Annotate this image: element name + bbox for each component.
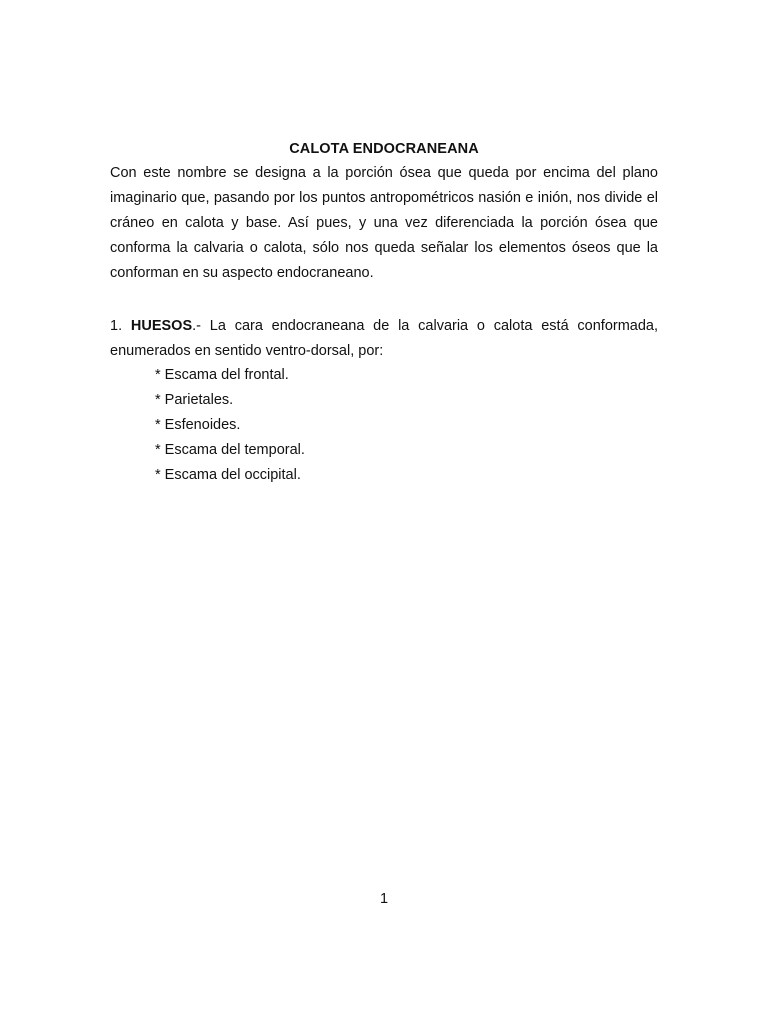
section-paragraph — [110, 314, 658, 364]
intro-paragraph: Con este nombre se designa a la porción ósea que queda por encima del plano imaginario que, pasando por los puntos antropométricos nasión e inión, nos divide el cráneo en calota y base. Así pues, y una vez diferenciada la porción ósea que conforma la calvaria o calota, sólo nos queda señalar los elementos óseos que la conforman en su aspecto endocraneano. — [110, 165, 658, 281]
list-item: * Esfenoides. — [155, 417, 241, 433]
list-item: * Escama del temporal. — [155, 442, 305, 458]
section-number: 1. — [110, 318, 123, 334]
list-item: * Escama del occipital. — [155, 467, 301, 483]
bones-list — [155, 363, 305, 488]
page-number: 1 — [379, 891, 389, 907]
list-item: * Parietales. — [155, 392, 234, 408]
list-item: * Escama del frontal. — [155, 367, 289, 383]
section-text: .- La cara endocraneana de la calvaria o calota está conformada, enumerados en sentido ventro-dorsal, por: — [110, 318, 659, 359]
section-heading: HUESOS — [130, 318, 193, 334]
document-title: CALOTA ENDOCRANEANA — [289, 141, 479, 157]
